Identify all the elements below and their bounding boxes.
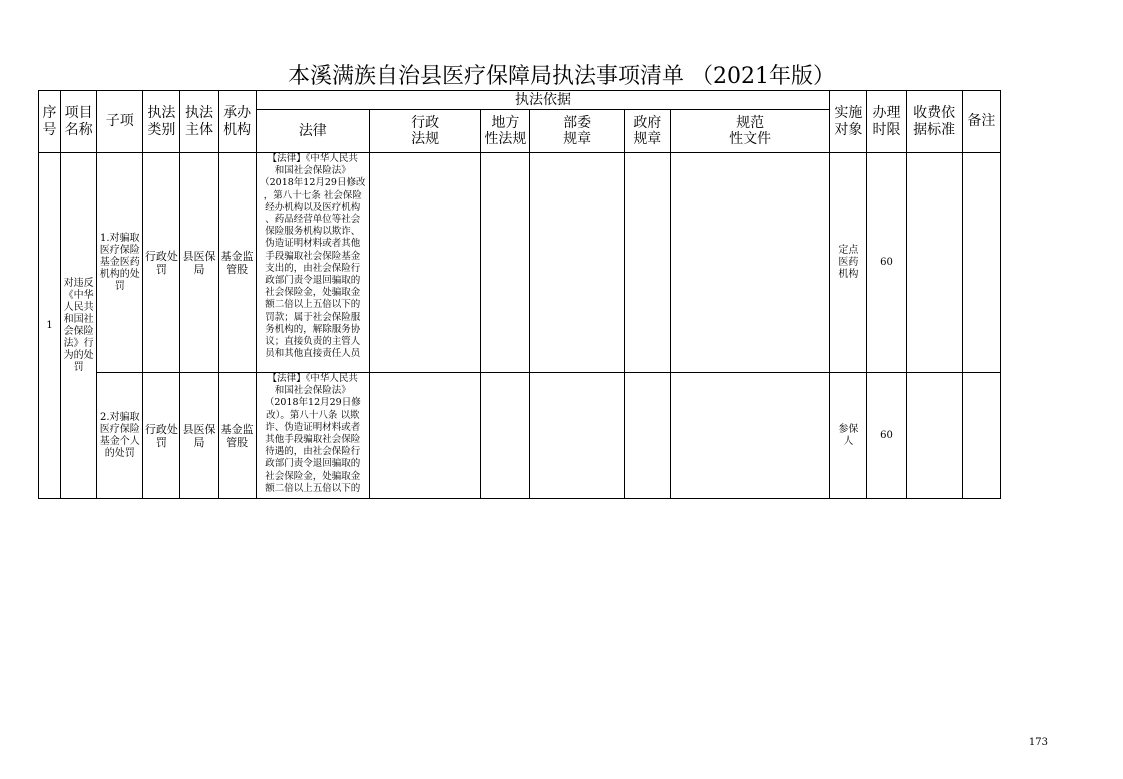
header-law: 法律 [256,110,369,153]
subitem-category: 行政处 罚 [143,373,180,499]
enforcement-table [38,90,1001,499]
subitem-name: 1.对骗取 医疗保险 基金医药 机构的处 罚 [97,153,143,373]
header-dept: 承办 机构 [218,91,256,153]
target-cell: 参保 人 [830,373,867,499]
law-text: 【法律】《中华人民共 和国社会保险法》 （2018年12月29日修改 ，第八十七条 社会保险 经办机构以及医疗机构 、药品经营单位等社会 保险服务机构以欺诈、 伪造证明材料或者其他 手段骗取社会保险基金 支出的，由社会保险行 政部门责令退回骗取的 社会保险金，处骗取金 额二倍以上五倍以下的 罚款；属于社会保险服 务机构的，解除服务协 议；直接负责的主管人 员和其他直接责任人员 [260,153,366,360]
header-fee: 收费依 据标准 [906,91,962,153]
subitem-subject: 县医保 局 [180,153,218,373]
table-row [39,373,1001,499]
row-project: 对违反 《中华 人民共 和国社 会保险 法》行 为的处 罚 [61,153,97,499]
header-category: 执法 类别 [143,91,180,153]
fee-cell [906,153,962,373]
header-subitem: 子项 [97,91,143,153]
header-seq: 序 号 [39,91,61,153]
header-target: 实施 对象 [830,91,867,153]
gov-rule-cell [624,153,670,373]
time-limit-cell: 60 [867,373,906,499]
header-norm-doc: 规范 性文件 [670,110,829,153]
header-remark: 备注 [962,91,1000,153]
header-time-limit: 办理 时限 [867,91,906,153]
gov-rule-cell [624,373,670,499]
header-admin-reg: 行政 法规 [369,110,480,153]
page-number: 173 [1028,737,1048,748]
header-project: 项目 名称 [61,91,97,153]
subitem-name: 2.对骗取 医疗保险 基金个人 的处罚 [97,373,143,499]
header-local-reg: 地方 性法规 [481,110,530,153]
remark-cell [962,373,1000,499]
ministry-rule-cell [530,153,624,373]
remark-cell [962,153,1000,373]
time-limit-cell: 60 [867,153,906,373]
header-ministry-rule: 部委 规章 [530,110,624,153]
subitem-dept: 基金监 管股 [218,153,256,373]
local-reg-cell [481,153,530,373]
target-cell: 定点 医药 机构 [830,153,867,373]
norm-doc-cell [670,153,829,373]
header-subject: 执法 主体 [180,91,218,153]
admin-reg-cell [369,373,480,499]
local-reg-cell [481,373,530,499]
header-gov-rule: 政府 规章 [624,110,670,153]
header-basis: 执法依据 [256,91,830,110]
norm-doc-cell [670,373,829,499]
ministry-rule-cell [530,373,624,499]
table-row [39,153,1001,373]
subitem-category: 行政处 罚 [143,153,180,373]
page-title: 本溪满族自治县医疗保障局执法事项清单 （2021年版） [288,64,835,89]
admin-reg-cell [369,153,480,373]
row-seq: 1 [39,153,61,499]
subitem-subject: 县医保 局 [180,373,218,499]
law-text: 【法律】《中华人民共 和国社会保险法》 （2018年12月29日修 改）。第八十八条 以欺 诈、伪造证明材料或者 其他手段骗取社会保险 待遇的，由社会保险行 政部门责令退回骗取的 社会保险金，处骗取金 额二倍以上五倍以下的 [264,373,361,494]
subitem-dept: 基金监 管股 [218,373,256,499]
fee-cell [906,373,962,499]
